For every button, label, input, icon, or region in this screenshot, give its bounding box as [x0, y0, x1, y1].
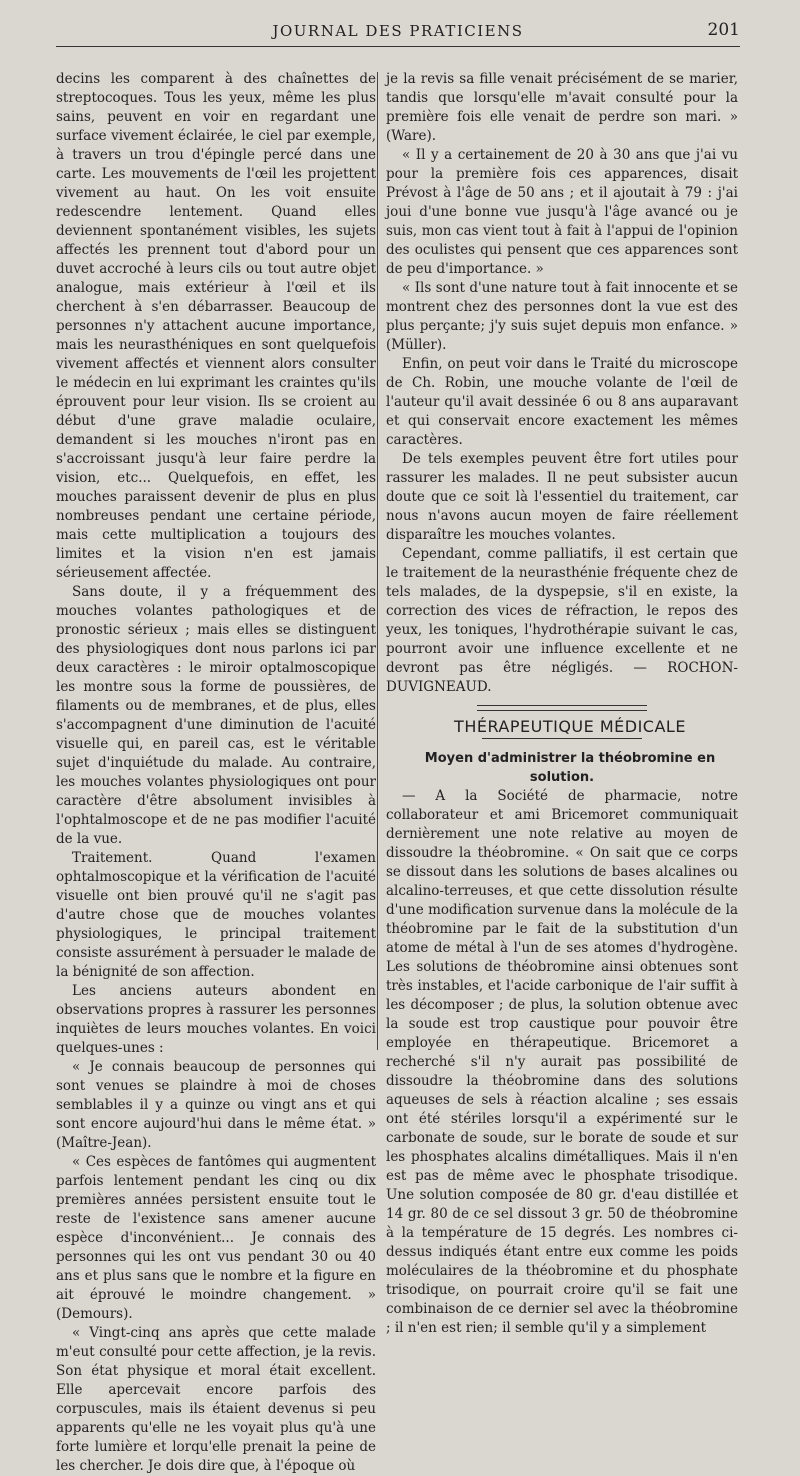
article-subheading: Moyen d'administrer la théobromine en solution.: [424, 751, 716, 785]
paragraph: Traitement. Quand l'examen ophtalmoscopique et la vérification de l'acuité visuelle ont bien prouvé qu'il ne s'agit pas d'autre chose que de mouches volantes physiologiques, le principal traitement consiste assurément à persuader le malade de la bénignité de son affection.: [56, 850, 376, 980]
left-column: [56, 70, 376, 1476]
page-header: [56, 20, 740, 44]
journal-title: JOURNAL DES PRATICIENS: [272, 22, 524, 40]
paragraph: decins les comparent à des chaînettes de streptocoques. Tous les yeux, même les plus sains, peuvent en voir en regardant une surface vivement éclairée, le ciel par exemple, à travers un trou d'épingle percé dans une carte. Les mouvements de l'œil les projettent vivement au haut. On les voit ensuite redescendre lentement. Quand elles deviennent spontanément visibles, les sujets affectés les prennent tout d'abord pour un duvet accroché à leurs cils ou tout autre objet analogue, mais extérieur à l'œil et ils cherchent à s'en débarrasser. Beaucoup de personnes n'y attachent aucune importance, mais les neurasthéniques en sont quelquefois vivement affectés et viennent alors consulter le médecin en lui exprimant les craintes qu'ils éprouvent pour leur vision. Ils se croient au début d'une grave maladie oculaire, demandent si les mouches n'iront pas en s'accroissant jusqu'à leur faire perdre la vision, etc... Quelquefois, en effet, les mouches paraissent devenir de plus en plus nombreuses pendant une certaine période, mais cette multiplication a toujours des limites et la vision n'en est jamais sérieusement affectée.: [56, 71, 376, 581]
paragraph: je la revis sa fille venait précisément de se marier, tandis que lorsqu'elle m'avait consulté pour la première fois elle venait de perdre son mari. » (Ware).: [386, 71, 738, 144]
paragraph: De tels exemples peuvent être fort utiles pour rassurer les malades. Il ne peut subsister aucun doute que ce soit là l'essentiel du traitement, car nous n'avons aucun moyen de faire réellement disparaître les mouches volantes.: [386, 451, 738, 543]
paragraph: Cependant, comme palliatifs, il est certain que le traitement de la neurasthénie fréquente chez de tels malades, de la dyspepsie, s'il en existe, la correction des vices de réfraction, le repos des yeux, les toniques, l'hydrothérapie suivant le cas, pourront avoir une influence excellente et ne devront pas être négligés. — ROCHON-DUVIGNEAUD.: [386, 546, 738, 695]
page-number: 201: [707, 20, 740, 40]
paragraph: « Ils sont d'une nature tout à fait innocente et se montrent chez des personnes dont la vue est des plus perçante; j'y suis sujet depuis mon enfance. » (Müller).: [386, 280, 738, 353]
section-title-rule: [482, 738, 642, 739]
header-rule: [56, 46, 740, 47]
paragraph: Sans doute, il y a fréquemment des mouches volantes pathologiques et de pronostic sérieux ; mais elles se distinguent des physiologiques dont nous parlons ici par deux caractères : le miroir optalmoscopique les montre sous la forme de poussières, de filaments ou de membranes, et de plus, elles s'accompagnent d'une diminution de l'acuité visuelle qui, en pareil cas, est le véritable sujet d'inquiétude du malade. Au contraire, les mouches volantes physiologiques ont pour caractère d'être absolument invisibles à l'ophtalmoscope et de ne pas modifier l'acuité de la vue.: [56, 584, 376, 847]
paragraph: « Ces espèces de fantômes qui augmentent parfois lentement pendant les cinq ou dix premières années persistent ensuite tout le reste de l'existence sans amener aucune espèce d'inconvénient... Je connais des personnes qui les ont vus pendant 30 ou 40 ans et plus sans que le nombre et la figure en ait éprouvé le moindre changement. » (Demours).: [56, 1154, 376, 1322]
paragraph: Les anciens auteurs abondent en observations propres à rassurer les personnes inquiètes de leurs mouches volantes. En voici quelques-unes :: [56, 983, 376, 1056]
paragraph: « Je connais beaucoup de personnes qui sont venues se plaindre à moi de choses semblables il y a quinze ou vingt ans et qui sont encore aujourd'hui dans le même état. » (Maître-Jean).: [56, 1059, 376, 1151]
paragraph: — A la Société de pharmacie, notre collaborateur et ami Bricemoret communiquait dernièrement une note relative au moyen de dissoudre la théobromine. « On sait que ce corps se dissout dans les solutions de bases alcalines ou alcalino-terreuses, et que cette dissolution résulte d'une modification survenue dans la molécule de la théobromine par le fait de la substitution d'un atome de métal à l'un de ses atomes d'hydrogène. Les solutions de théobromine ainsi obtenues sont très instables, et l'acide carbonique de l'air suffit à les décomposer ; de plus, la solution obtenue avec la soude est trop caustique pour pouvoir être employée en thérapeutique. Bricemoret a recherché s'il n'y aurait pas possibilité de dissoudre la théobromine dans des solutions aqueuses de sels à réaction alcaline ; ses essais ont été stériles lorsqu'il a expérimenté sur le carbonate de soude, sur le borate de soude et sur les phosphates alcalins dimétalliques. Mais il n'en est pas de même avec le phosphate trisodique. Une solution composée de 80 gr. d'eau distillée et 14 gr. 80 de ce sel dissout 3 gr. 50 de théobromine à la température de 15 degrés. Les nombres ci-dessus indiqués étant entre eux comme les poids moléculaires de la théobromine et du phosphate trisodique, on pourrait croire qu'il se fait une combinaison de ce dernier sel avec la théobromine ; il n'en est rien; il semble qu'il y a simplement: [386, 788, 738, 1336]
section-separator: [477, 705, 647, 711]
paragraph: « Vingt-cinq ans après que cette malade m'eut consulté pour cette affection, je la revis. Son état physique et moral était excellent. Elle apercevait encore parfois des corpuscules, mais ils étaient devenus si peu apparents qu'elle ne les voyait plus qu'à une forte lumière et lorqu'elle prenait la peine de les chercher. Je dois dire que, à l'époque où: [56, 1325, 376, 1474]
paragraph: Enfin, on peut voir dans le Traité du microscope de Ch. Robin, une mouche volante de l'œil de l'auteur qu'il avait dessinée 6 ou 8 ans auparavant et qui conservait encore exactement les mêmes caractères.: [386, 356, 738, 448]
right-column: [386, 70, 738, 1338]
paragraph: « Il y a certainement de 20 à 30 ans que j'ai vu pour la première fois ces apparences, disait Prévost à l'âge de 50 ans ; et il ajoutait à 79 : j'ai joui d'une bonne vue jusqu'à l'âge avancé ou je suis, mon cas vient tout à fait à l'appui de l'opinion des oculistes qui pensent que ces apparences sont de peu d'importance. »: [386, 147, 738, 277]
column-divider: [377, 72, 378, 1050]
section-title: THÉRAPEUTIQUE MÉDICALE: [454, 717, 686, 736]
